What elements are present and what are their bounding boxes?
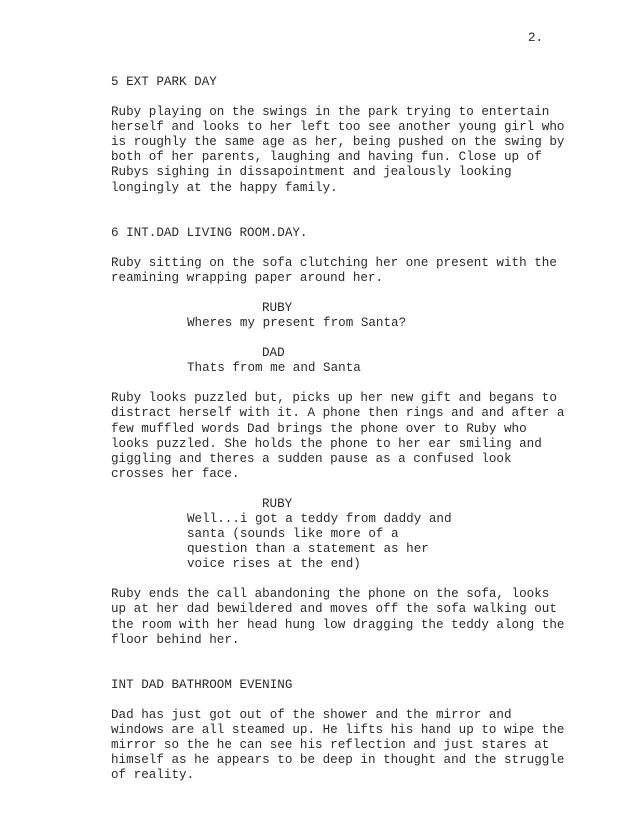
- character-name: DAD: [262, 346, 285, 361]
- scene-spacer: [111, 663, 571, 678]
- dialogue-line: Wheres my present from Santa?: [187, 316, 407, 331]
- action-line: Ruby looks puzzled but, picks up her new gift and begans to: [111, 391, 557, 406]
- action-park: [111, 105, 571, 196]
- dialogue-line: question than a statement as her: [187, 542, 429, 557]
- dialogue-line: Thats from me and Santa: [187, 361, 361, 376]
- action-line: mirror so the he can see his reflection and just stares at: [111, 738, 550, 752]
- dialogue-text: [111, 316, 571, 331]
- action-line: windows are all steamed up. He lifts his hand up to wipe the: [111, 722, 565, 737]
- action-line: is roughly the same age as her, being pushed on the swing by: [111, 135, 565, 150]
- action-line: longingly at the happy family.: [111, 180, 338, 195]
- scene-heading-5: 5 EXT PARK DAY: [111, 75, 217, 89]
- dialogue-text: [111, 361, 571, 376]
- scene-heading-6: 6 INT.DAD LIVING ROOM.DAY.: [111, 225, 308, 240]
- dialogue-line: Well...i got a teddy from daddy and: [187, 511, 452, 526]
- dialogue-line: santa (sounds like more of a: [187, 527, 399, 542]
- character-name: RUBY: [262, 496, 293, 511]
- action-line: distract herself with it. A phone then rings and and after a: [111, 406, 565, 421]
- action-line: of reality.: [111, 768, 195, 783]
- action-sofa: [111, 256, 571, 286]
- action-line: giggling and theres a sudden pause as a confused look: [111, 451, 512, 466]
- action-phone: [111, 391, 571, 482]
- action-line: Ruby ends the call abandoning the phone on the sofa, looks: [111, 587, 550, 602]
- action-call-ends: [111, 587, 571, 647]
- action-line: Rubys sighing in dissapointment and jealously looking: [111, 165, 512, 180]
- action-line: Ruby sitting on the sofa clutching her one present with the: [111, 255, 557, 270]
- action-line: Ruby playing on the swings in the park trying to entertain: [111, 105, 550, 120]
- action-line: crosses her face.: [111, 466, 240, 481]
- action-line: the room with her head hung low dragging the teddy along the: [111, 617, 565, 632]
- action-line: both of her parents, laughing and having fun. Close up of: [111, 150, 542, 165]
- script-content: [111, 75, 571, 798]
- dialogue-ruby-1: [111, 301, 571, 331]
- scene-spacer: [111, 211, 571, 226]
- action-line: reamining wrapping paper around her.: [111, 270, 384, 285]
- dialogue-dad-1: [111, 346, 571, 376]
- scene-heading-7: INT DAD BATHROOM EVENING: [111, 677, 293, 692]
- action-line: up at her dad bewildered and moves off the sofa walking out: [111, 602, 557, 617]
- action-line: Dad has just got out of the shower and the mirror and: [111, 707, 512, 722]
- dialogue-ruby-2: [111, 497, 571, 572]
- action-line: himself as he appears to be deep in thought and the struggle: [111, 753, 565, 768]
- action-line: few muffled words Dad brings the phone over to Ruby who: [111, 421, 527, 436]
- action-line: floor behind her.: [111, 632, 240, 647]
- action-line: herself and looks to her left too see another young girl who: [111, 120, 565, 135]
- action-line: looks puzzled. She holds the phone to her ear smiling and: [111, 436, 542, 451]
- character-name: RUBY: [262, 300, 293, 315]
- page-number: 2.: [528, 31, 544, 45]
- action-bathroom: [111, 708, 571, 783]
- dialogue-line: voice rises at the end): [187, 557, 361, 572]
- dialogue-text: [111, 512, 571, 572]
